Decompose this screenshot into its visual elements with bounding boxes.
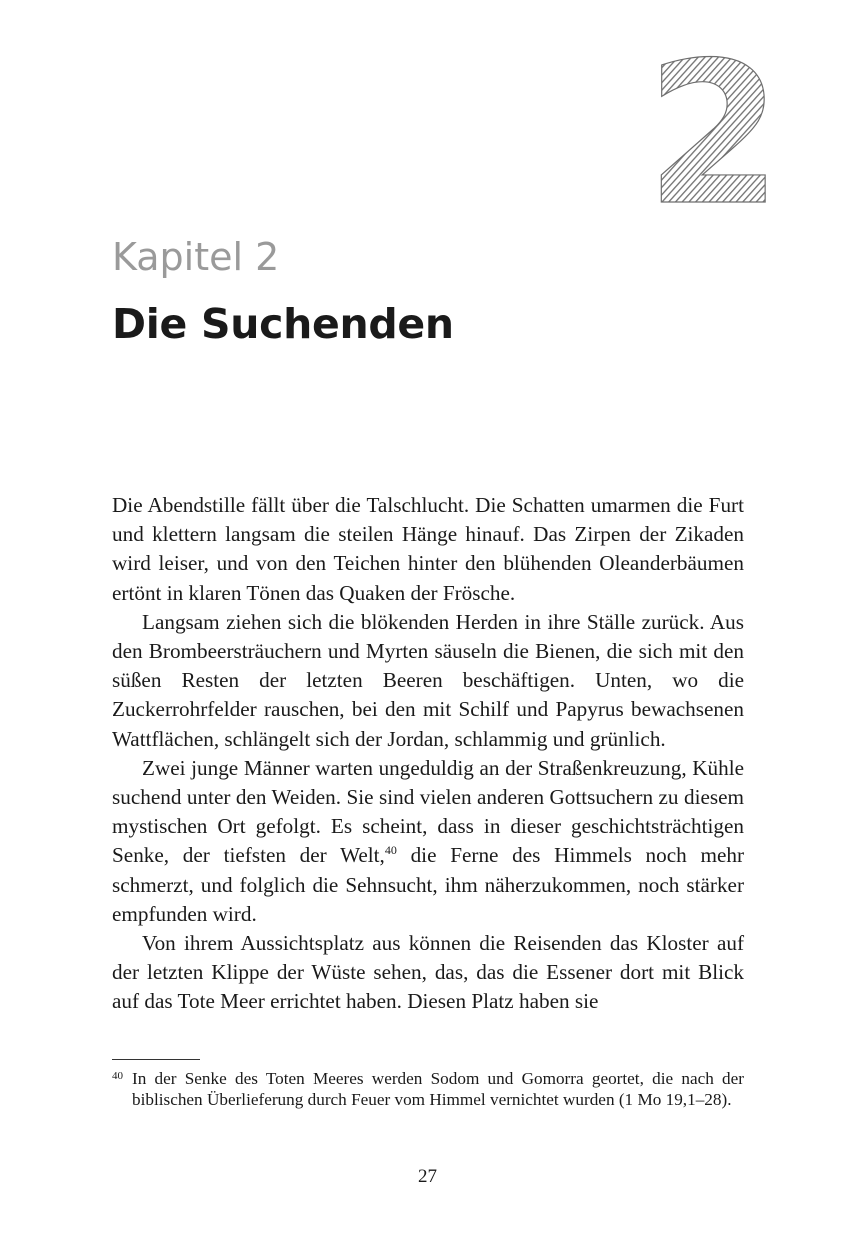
- footnote-divider: [112, 1059, 200, 1060]
- footnote: [112, 1068, 744, 1110]
- footnote-number: 40: [112, 1070, 123, 1082]
- footnote-text: In der Senke des Toten Meeres werden Sodom und Gomorra geortet, die nach der biblischen Überlieferung durch Feuer vom Himmel vernichtet wurden (1 Mo 19,1–28).: [132, 1069, 744, 1109]
- chapter-number-graphic: [645, 21, 783, 249]
- paragraph: Von ihrem Aussichtsplatz aus können die Reisenden das Kloster auf der letzten Klippe der Wüste sehen, das, das die Essener dort mit Blick auf das Tote Meer errichtet haben. Diesen Platz haben sie: [112, 931, 744, 1014]
- chapter-title: Die Suchenden: [112, 300, 454, 348]
- chapter-label: Kapitel 2: [112, 235, 280, 279]
- page-number: 27: [418, 1166, 437, 1187]
- body-text: [112, 491, 744, 1017]
- chapter-number-glyph: 2: [645, 21, 783, 249]
- paragraph: Die Abendstille fällt über die Talschlucht. Die Schatten umarmen die Furt und klettern langsam die steilen Hänge hinauf. Das Zirpen der Zikaden wird leiser, und von den Teichen hinter den blühenden Oleanderbäumen ertönt in klaren Tönen das Quaken der Frösche.: [112, 493, 744, 605]
- paragraph-text: die Ferne des Himmels noch mehr schmerzt, und folglich die Sehnsucht, ihm näherzukommen, noch stärker empfunden wird.: [112, 843, 744, 926]
- paragraph-text: Zwei junge Männer warten ungeduldig an der Straßenkreuzung, Kühle suchend unter den Weiden. Sie sind vielen anderen Gottsuchern zu diesem mystischen Ort gefolgt. Es scheint, dass in dieser geschichtsträchtigen Senke, der tiefsten der Welt,: [112, 755, 744, 868]
- paragraph: Langsam ziehen sich die blökenden Herden in ihre Ställe zurück. Aus den Brombeersträuchern und Myrten säuseln die Bienen, die sich mit den süßen Resten der letzten Beeren beschäftigen. Unten, wo die Zuckerrohrfelder rauschen, bei den mit Schilf und Papyrus bewachsenen Wattflächen, schlängelt sich der Jordan, schlammig und grünlich.: [112, 609, 744, 751]
- footnote-reference[interactable]: 40: [384, 843, 397, 858]
- paragraph: [112, 754, 744, 929]
